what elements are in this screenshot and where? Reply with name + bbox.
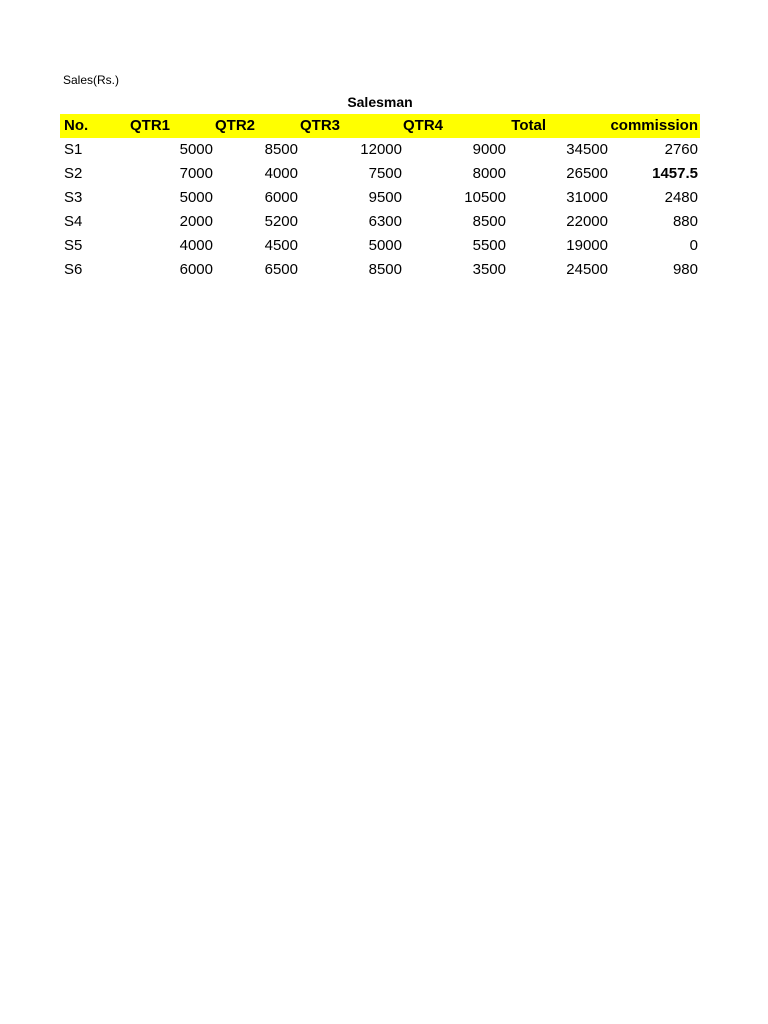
- cell-qtr2: 4500: [264, 237, 298, 254]
- cell-commission: 0: [689, 237, 698, 254]
- cell-qtr3: 12000: [360, 141, 402, 158]
- cell-commission: 1457.5: [652, 165, 698, 182]
- cell-qtr3: 8500: [368, 261, 402, 278]
- cell-qtr4: 5500: [472, 237, 506, 254]
- cell-qtr2: 6500: [264, 261, 298, 278]
- cell-qtr3: 9500: [368, 189, 402, 206]
- cell-total: 22000: [566, 213, 608, 230]
- cell-no: S5: [64, 237, 83, 254]
- header-cell-qtr2: QTR2: [215, 117, 256, 134]
- sales-caption: Sales(Rs.): [63, 73, 120, 87]
- cell-total: 26500: [566, 165, 608, 182]
- table-row: [60, 210, 700, 234]
- cell-qtr1: 2000: [179, 213, 213, 230]
- table-row: [60, 138, 700, 162]
- cell-total: 34500: [566, 141, 608, 158]
- table-row: [60, 258, 700, 282]
- table-row: [60, 234, 700, 258]
- cell-no: S2: [64, 165, 83, 182]
- table-row: [60, 186, 700, 210]
- header-cell-qtr4: QTR4: [403, 117, 444, 134]
- cell-no: S1: [64, 141, 83, 158]
- cell-qtr3: 5000: [368, 237, 402, 254]
- table-header-row: [60, 114, 700, 138]
- header-cell-qtr3: QTR3: [300, 117, 341, 134]
- cell-qtr1: 4000: [179, 237, 213, 254]
- cell-qtr2: 6000: [264, 189, 298, 206]
- cell-qtr1: 7000: [179, 165, 213, 182]
- header-cell-qtr1: QTR1: [130, 117, 171, 134]
- cell-qtr3: 7500: [368, 165, 402, 182]
- cell-commission: 2480: [664, 189, 698, 206]
- cell-no: S4: [64, 213, 83, 230]
- cell-qtr4: 3500: [472, 261, 506, 278]
- cell-qtr3: 6300: [368, 213, 402, 230]
- cell-qtr4: 8000: [472, 165, 506, 182]
- header-cell-commission: commission: [610, 117, 698, 134]
- sales-table: [60, 114, 700, 282]
- table-title: Salesman: [347, 94, 413, 110]
- cell-qtr1: 6000: [179, 261, 213, 278]
- cell-qtr2: 8500: [264, 141, 298, 158]
- cell-total: 31000: [566, 189, 608, 206]
- cell-total: 24500: [566, 261, 608, 278]
- cell-qtr4: 10500: [464, 189, 506, 206]
- cell-no: S6: [64, 261, 83, 278]
- cell-qtr2: 5200: [264, 213, 298, 230]
- table-row: [60, 162, 700, 186]
- cell-commission: 980: [672, 261, 698, 278]
- cell-total: 19000: [566, 237, 608, 254]
- cell-qtr1: 5000: [179, 141, 213, 158]
- cell-commission: 2760: [664, 141, 698, 158]
- header-cell-no: No.: [64, 117, 89, 134]
- cell-qtr2: 4000: [264, 165, 298, 182]
- cell-no: S3: [64, 189, 83, 206]
- cell-qtr4: 8500: [472, 213, 506, 230]
- header-cell-total: Total: [511, 117, 546, 134]
- cell-commission: 880: [672, 213, 698, 230]
- cell-qtr1: 5000: [179, 189, 213, 206]
- cell-qtr4: 9000: [472, 141, 506, 158]
